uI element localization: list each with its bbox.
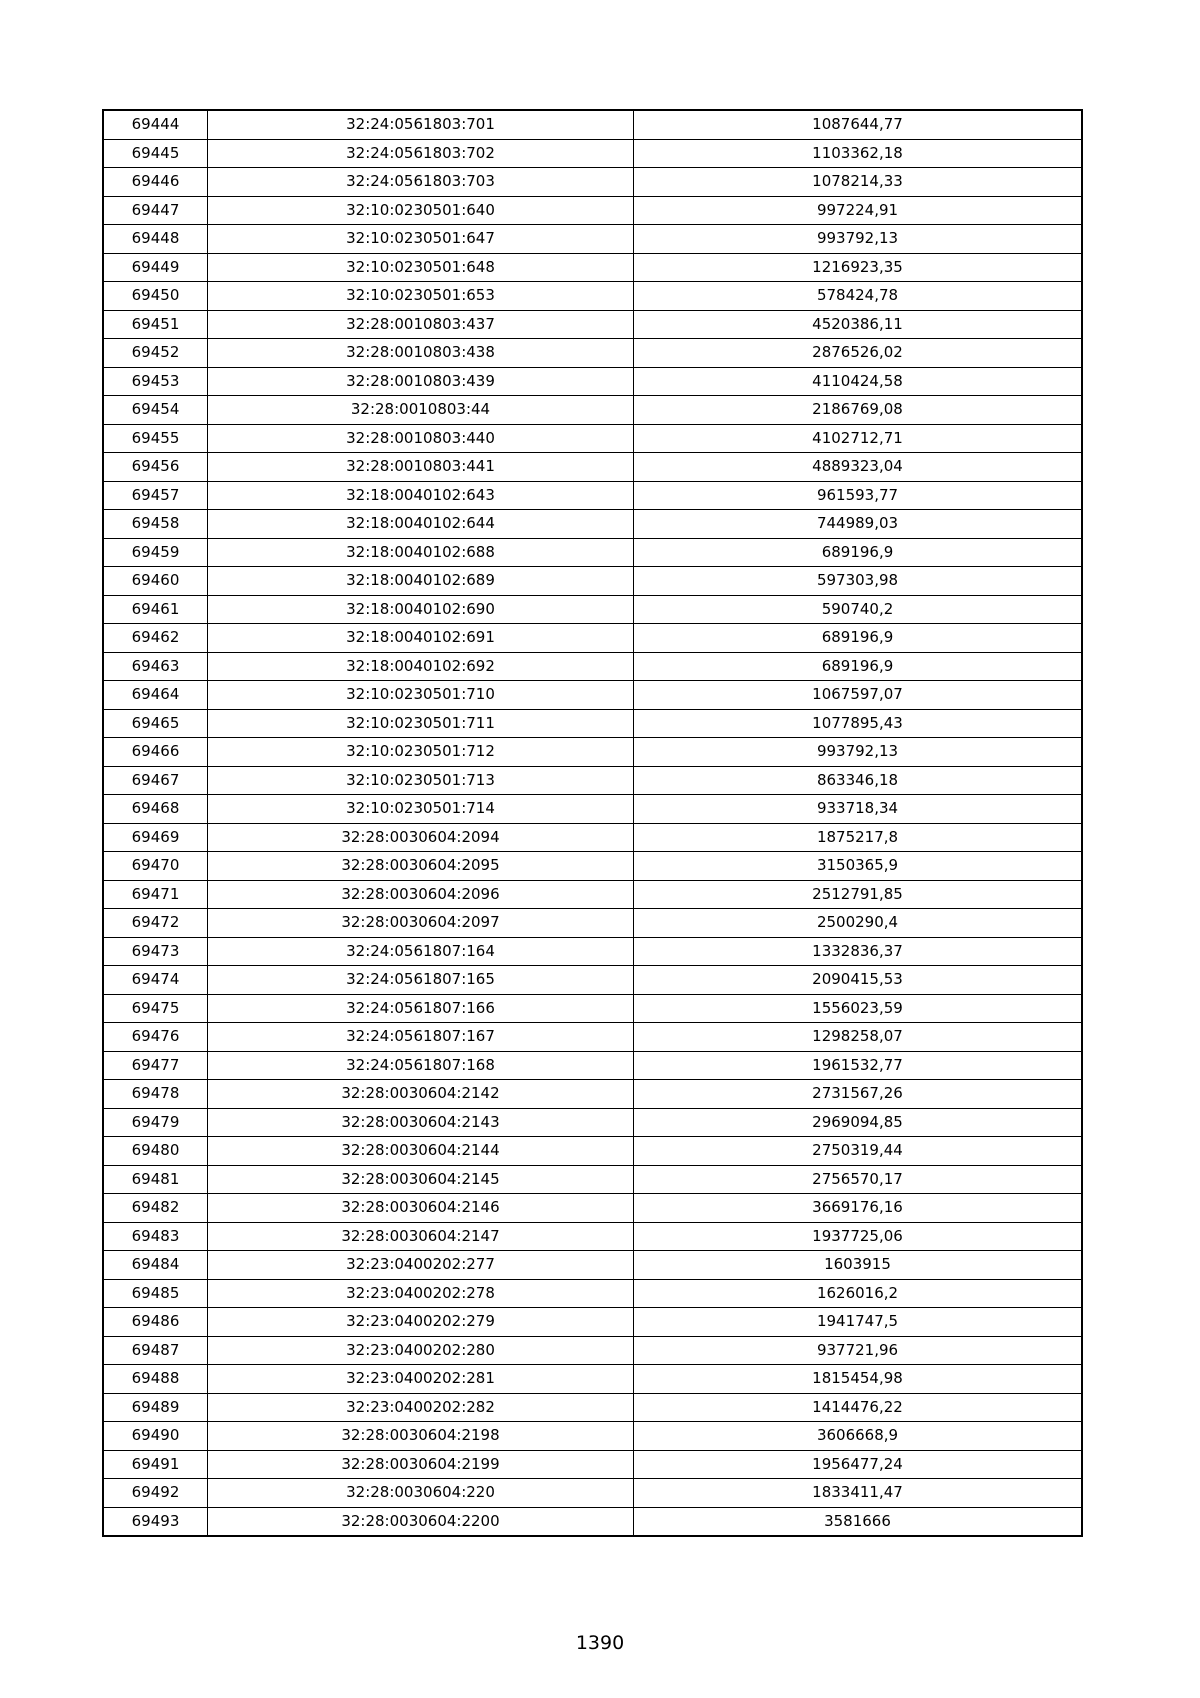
row-number-cell: 69444 [103,110,208,139]
cadastral-number-cell: 32:23:0400202:282 [208,1393,634,1422]
cadastral-value-cell: 3669176,16 [634,1194,1083,1223]
row-number-cell: 69476 [103,1023,208,1052]
row-number-cell: 69489 [103,1393,208,1422]
table-row [103,1393,1082,1422]
cadastral-number-cell: 32:24:0561807:165 [208,966,634,995]
cadastral-value-cell: 2876526,02 [634,339,1083,368]
row-number-cell: 69478 [103,1080,208,1109]
row-number-cell: 69460 [103,567,208,596]
table-row [103,282,1082,311]
row-number-cell: 69486 [103,1308,208,1337]
table-row [103,909,1082,938]
row-number-cell: 69451 [103,310,208,339]
row-number-cell: 69490 [103,1422,208,1451]
table-row [103,1165,1082,1194]
cadastral-number-cell: 32:10:0230501:713 [208,766,634,795]
cadastral-number-cell: 32:10:0230501:648 [208,253,634,282]
table-row [103,1023,1082,1052]
cadastral-value-cell: 1961532,77 [634,1051,1083,1080]
cadastral-value-cell: 578424,78 [634,282,1083,311]
table-row [103,1308,1082,1337]
cadastral-value-cell: 1941747,5 [634,1308,1083,1337]
table-row [103,1450,1082,1479]
table-row [103,481,1082,510]
row-number-cell: 69458 [103,510,208,539]
cadastral-number-cell: 32:28:0030604:2094 [208,823,634,852]
cadastral-value-cell: 1077895,43 [634,709,1083,738]
table-row [103,196,1082,225]
row-number-cell: 69457 [103,481,208,510]
row-number-cell: 69452 [103,339,208,368]
cadastral-number-cell: 32:24:0561803:701 [208,110,634,139]
row-number-cell: 69491 [103,1450,208,1479]
cadastral-number-cell: 32:28:0010803:440 [208,424,634,453]
table-row [103,1194,1082,1223]
cadastral-number-cell: 32:10:0230501:711 [208,709,634,738]
table-row [103,766,1082,795]
row-number-cell: 69464 [103,681,208,710]
table-row [103,1137,1082,1166]
row-number-cell: 69485 [103,1279,208,1308]
cadastral-number-cell: 32:18:0040102:644 [208,510,634,539]
cadastral-number-cell: 32:28:0010803:438 [208,339,634,368]
cadastral-value-cell: 590740,2 [634,595,1083,624]
cadastral-value-cell: 2500290,4 [634,909,1083,938]
table-row [103,595,1082,624]
table-row [103,253,1082,282]
cadastral-value-cell: 1937725,06 [634,1222,1083,1251]
cadastral-number-cell: 32:24:0561803:703 [208,168,634,197]
cadastral-number-cell: 32:28:0030604:2097 [208,909,634,938]
table-row [103,310,1082,339]
cadastral-value-cell: 4520386,11 [634,310,1083,339]
cadastral-value-cell: 1103362,18 [634,139,1083,168]
cadastral-number-cell: 32:28:0030604:2143 [208,1108,634,1137]
cadastral-value-cell: 2186769,08 [634,396,1083,425]
table-row [103,624,1082,653]
cadastral-value-cell: 1875217,8 [634,823,1083,852]
cadastral-value-cell: 4102712,71 [634,424,1083,453]
cadastral-value-cell: 863346,18 [634,766,1083,795]
table-row [103,823,1082,852]
row-number-cell: 69446 [103,168,208,197]
cadastral-value-cell: 2512791,85 [634,880,1083,909]
row-number-cell: 69465 [103,709,208,738]
cadastral-value-cell: 597303,98 [634,567,1083,596]
table-row [103,1251,1082,1280]
cadastral-number-cell: 32:28:0030604:2095 [208,852,634,881]
cadastral-number-cell: 32:24:0561807:168 [208,1051,634,1080]
cadastral-value-table [102,109,1083,1537]
table-row [103,681,1082,710]
cadastral-number-cell: 32:10:0230501:653 [208,282,634,311]
cadastral-number-cell: 32:23:0400202:281 [208,1365,634,1394]
table-row [103,795,1082,824]
table-row [103,1336,1082,1365]
table-row [103,966,1082,995]
row-number-cell: 69488 [103,1365,208,1394]
cadastral-value-cell: 1067597,07 [634,681,1083,710]
cadastral-value-cell: 3581666 [634,1507,1083,1536]
table-row [103,367,1082,396]
cadastral-number-cell: 32:23:0400202:280 [208,1336,634,1365]
row-number-cell: 69462 [103,624,208,653]
row-number-cell: 69445 [103,139,208,168]
table-row [103,1080,1082,1109]
row-number-cell: 69492 [103,1479,208,1508]
cadastral-number-cell: 32:18:0040102:688 [208,538,634,567]
cadastral-number-cell: 32:18:0040102:692 [208,652,634,681]
cadastral-number-cell: 32:28:0030604:2096 [208,880,634,909]
cadastral-value-cell: 2090415,53 [634,966,1083,995]
cadastral-number-cell: 32:18:0040102:691 [208,624,634,653]
cadastral-value-cell: 3606668,9 [634,1422,1083,1451]
table-row [103,110,1082,139]
page-number: 1390 [575,1632,625,1654]
table-row [103,339,1082,368]
table-row [103,538,1082,567]
table-row [103,1108,1082,1137]
table-row [103,852,1082,881]
cadastral-number-cell: 32:18:0040102:689 [208,567,634,596]
table-row [103,567,1082,596]
cadastral-number-cell: 32:23:0400202:278 [208,1279,634,1308]
cadastral-value-cell: 2731567,26 [634,1080,1083,1109]
table-row [103,1365,1082,1394]
table-row [103,139,1082,168]
cadastral-number-cell: 32:24:0561807:164 [208,937,634,966]
cadastral-value-cell: 1414476,22 [634,1393,1083,1422]
table-row [103,1279,1082,1308]
table-body [103,110,1082,1536]
cadastral-number-cell: 32:28:0010803:441 [208,453,634,482]
row-number-cell: 69482 [103,1194,208,1223]
row-number-cell: 69453 [103,367,208,396]
table-row [103,652,1082,681]
cadastral-value-cell: 1216923,35 [634,253,1083,282]
cadastral-value-cell: 2756570,17 [634,1165,1083,1194]
cadastral-number-cell: 32:28:0030604:2200 [208,1507,634,1536]
cadastral-number-cell: 32:28:0030604:2145 [208,1165,634,1194]
row-number-cell: 69474 [103,966,208,995]
cadastral-value-cell: 2750319,44 [634,1137,1083,1166]
cadastral-number-cell: 32:10:0230501:714 [208,795,634,824]
row-number-cell: 69448 [103,225,208,254]
row-number-cell: 69471 [103,880,208,909]
cadastral-number-cell: 32:24:0561803:702 [208,139,634,168]
cadastral-value-cell: 4889323,04 [634,453,1083,482]
cadastral-value-cell: 689196,9 [634,538,1083,567]
cadastral-number-cell: 32:28:0030604:2199 [208,1450,634,1479]
table-row [103,709,1082,738]
cadastral-value-cell: 1298258,07 [634,1023,1083,1052]
table-row [103,1479,1082,1508]
row-number-cell: 69467 [103,766,208,795]
cadastral-value-cell: 1332836,37 [634,937,1083,966]
cadastral-value-cell: 1956477,24 [634,1450,1083,1479]
cadastral-number-cell: 32:28:0030604:2198 [208,1422,634,1451]
cadastral-value-cell: 933718,34 [634,795,1083,824]
row-number-cell: 69475 [103,994,208,1023]
cadastral-value-cell: 1603915 [634,1251,1083,1280]
cadastral-number-cell: 32:10:0230501:710 [208,681,634,710]
row-number-cell: 69477 [103,1051,208,1080]
cadastral-value-cell: 1833411,47 [634,1479,1083,1508]
table-row [103,1507,1082,1536]
table-row [103,1422,1082,1451]
cadastral-value-cell: 961593,77 [634,481,1083,510]
cadastral-number-cell: 32:28:0030604:2142 [208,1080,634,1109]
cadastral-number-cell: 32:10:0230501:647 [208,225,634,254]
cadastral-number-cell: 32:24:0561807:166 [208,994,634,1023]
row-number-cell: 69461 [103,595,208,624]
table-row [103,937,1082,966]
cadastral-number-cell: 32:23:0400202:279 [208,1308,634,1337]
row-number-cell: 69481 [103,1165,208,1194]
cadastral-number-cell: 32:28:0030604:2147 [208,1222,634,1251]
cadastral-value-cell: 689196,9 [634,652,1083,681]
cadastral-value-cell: 997224,91 [634,196,1083,225]
cadastral-value-cell: 993792,13 [634,738,1083,767]
cadastral-value-cell: 744989,03 [634,510,1083,539]
cadastral-value-cell: 689196,9 [634,624,1083,653]
row-number-cell: 69455 [103,424,208,453]
table-row [103,424,1082,453]
row-number-cell: 69483 [103,1222,208,1251]
cadastral-value-cell: 1626016,2 [634,1279,1083,1308]
row-number-cell: 69468 [103,795,208,824]
cadastral-number-cell: 32:28:0010803:439 [208,367,634,396]
cadastral-value-cell: 1556023,59 [634,994,1083,1023]
table-row [103,1051,1082,1080]
row-number-cell: 69484 [103,1251,208,1280]
cadastral-number-cell: 32:18:0040102:690 [208,595,634,624]
row-number-cell: 69447 [103,196,208,225]
row-number-cell: 69469 [103,823,208,852]
row-number-cell: 69450 [103,282,208,311]
row-number-cell: 69480 [103,1137,208,1166]
cadastral-value-cell: 1815454,98 [634,1365,1083,1394]
table-row [103,738,1082,767]
cadastral-number-cell: 32:28:0030604:2144 [208,1137,634,1166]
row-number-cell: 69466 [103,738,208,767]
table-row [103,880,1082,909]
cadastral-number-cell: 32:23:0400202:277 [208,1251,634,1280]
cadastral-value-cell: 993792,13 [634,225,1083,254]
row-number-cell: 69472 [103,909,208,938]
row-number-cell: 69473 [103,937,208,966]
cadastral-number-cell: 32:10:0230501:640 [208,196,634,225]
table-row [103,453,1082,482]
cadastral-value-cell: 3150365,9 [634,852,1083,881]
row-number-cell: 69470 [103,852,208,881]
row-number-cell: 69456 [103,453,208,482]
cadastral-value-cell: 937721,96 [634,1336,1083,1365]
table-row [103,994,1082,1023]
cadastral-number-cell: 32:28:0030604:220 [208,1479,634,1508]
row-number-cell: 69454 [103,396,208,425]
table-row [103,510,1082,539]
row-number-cell: 69463 [103,652,208,681]
row-number-cell: 69479 [103,1108,208,1137]
table-row [103,1222,1082,1251]
table-row [103,168,1082,197]
row-number-cell: 69459 [103,538,208,567]
cadastral-number-cell: 32:28:0010803:437 [208,310,634,339]
cadastral-value-cell: 2969094,85 [634,1108,1083,1137]
row-number-cell: 69449 [103,253,208,282]
cadastral-value-cell: 1087644,77 [634,110,1083,139]
table-row [103,225,1082,254]
table-row [103,396,1082,425]
cadastral-number-cell: 32:24:0561807:167 [208,1023,634,1052]
row-number-cell: 69493 [103,1507,208,1536]
cadastral-number-cell: 32:28:0010803:44 [208,396,634,425]
cadastral-number-cell: 32:10:0230501:712 [208,738,634,767]
row-number-cell: 69487 [103,1336,208,1365]
cadastral-value-cell: 1078214,33 [634,168,1083,197]
cadastral-number-cell: 32:28:0030604:2146 [208,1194,634,1223]
cadastral-value-cell: 4110424,58 [634,367,1083,396]
cadastral-number-cell: 32:18:0040102:643 [208,481,634,510]
